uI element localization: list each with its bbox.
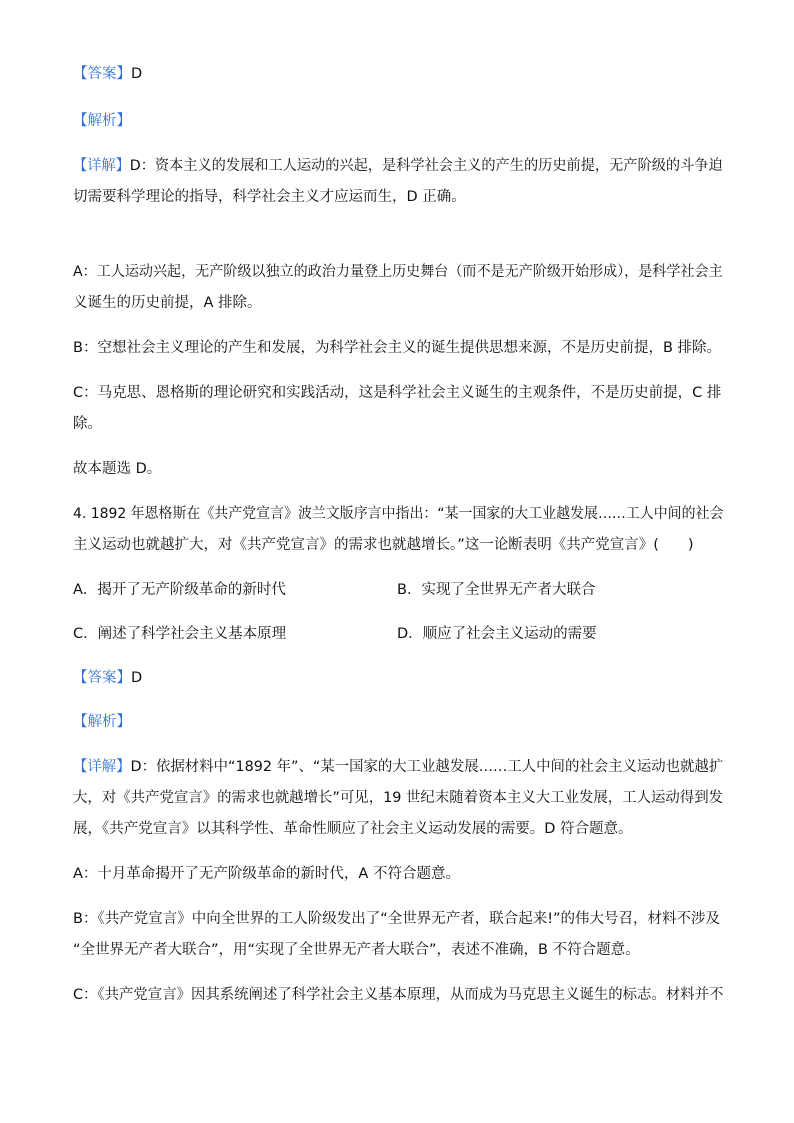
analysis-heading-2 (73, 712, 131, 732)
option-b-analysis-2-line-1: B：《共产党宣言》中向全世界的工人阶级发出了“全世界无产者，联合起来!”的伟大号召，材料不涉及 (73, 911, 721, 927)
option-c-analysis-line-2: 除。 (73, 416, 102, 432)
detail-tag: 【详解】 (73, 158, 130, 174)
option-c: C．阐述了科学社会主义基本原理 (73, 626, 287, 642)
option-d: D．顺应了社会主义运动的需要 (397, 626, 597, 642)
answer-tag: 【答案】 (73, 66, 131, 82)
answer-value: D (131, 66, 143, 82)
conclusion: 故本题选 D。 (73, 461, 162, 477)
detail-line-2: 切需要科学理论的指导，科学社会主义才应运而生，D 正确。 (73, 189, 466, 205)
option-b-analysis: B：空想社会主义理论的产生和发展，为科学社会主义的诞生提供思想来源，不是历史前提，B 排除。 (73, 340, 722, 356)
answer-value: D (131, 670, 143, 686)
option-c-analysis-2: C：《共产党宣言》因其系统阐述了科学社会主义基本原理，从而成为马克思主义诞生的标志。材料并不 (73, 987, 724, 1003)
answer-line-1 (73, 64, 142, 84)
detail2-line-1 (73, 757, 723, 777)
detail-text: D：依据材料中“1892 年”、“某一国家的大工业越发展……工人中间的社会主义运动也就越扩 (130, 759, 724, 775)
answer-tag: 【答案】 (73, 670, 131, 686)
answer-line-2 (73, 668, 142, 688)
detail-tag: 【详解】 (73, 759, 131, 775)
question-stem-line-1: 4. 1892 年恩格斯在《共产党宣言》波兰文版序言中指出：“某一国家的大工业越发展……工人中间的社会 (73, 506, 724, 522)
option-b: B．实现了全世界无产者大联合 (397, 582, 596, 598)
detail-text: D：资本主义的发展和工人运动的兴起，是科学社会主义的产生的历史前提，无产阶级的斗争迫 (129, 158, 723, 174)
option-a-analysis-2: A：十月革命揭开了无产阶级革命的新时代，A 不符合题意。 (73, 866, 460, 882)
analysis-tag: 【解析】 (73, 714, 131, 730)
option-a: A．揭开了无产阶级革命的新时代 (73, 582, 286, 598)
detail2-line-3: 展，《共产党宣言》以其科学性、革命性顺应了社会主义运动发展的需要。D 符合题意。 (73, 821, 633, 837)
detail-line-1 (73, 156, 723, 176)
option-a-analysis-line-1: A：工人运动兴起，无产阶级以独立的政治力量登上历史舞台（而不是无产阶级开始形成），是科学社会主 (73, 264, 723, 280)
option-c-analysis-line-1: C：马克思、恩格斯的理论研究和实践活动，这是科学社会主义诞生的主观条件，不是历史前提，C 排 (73, 385, 722, 401)
analysis-heading-1 (73, 111, 131, 131)
analysis-tag: 【解析】 (73, 113, 131, 129)
question-stem-line-2: 主义运动也就越扩大，对《共产党宣言》的需求也就越增长。”这一论断表明《共产党宣言》( ) (73, 537, 694, 553)
detail2-line-2: 大，对《共产党宣言》的需求也就越增长”可见，19 世纪末随着资本主义大工业发展，工人运动得到发 (73, 790, 724, 806)
option-b-analysis-2-line-2: “全世界无产者大联合”，用“实现了全世界无产者大联合”，表述不准确，B 不符合题意。 (73, 942, 640, 958)
option-a-analysis-line-2: 义诞生的历史前提，A 排除。 (73, 295, 262, 311)
